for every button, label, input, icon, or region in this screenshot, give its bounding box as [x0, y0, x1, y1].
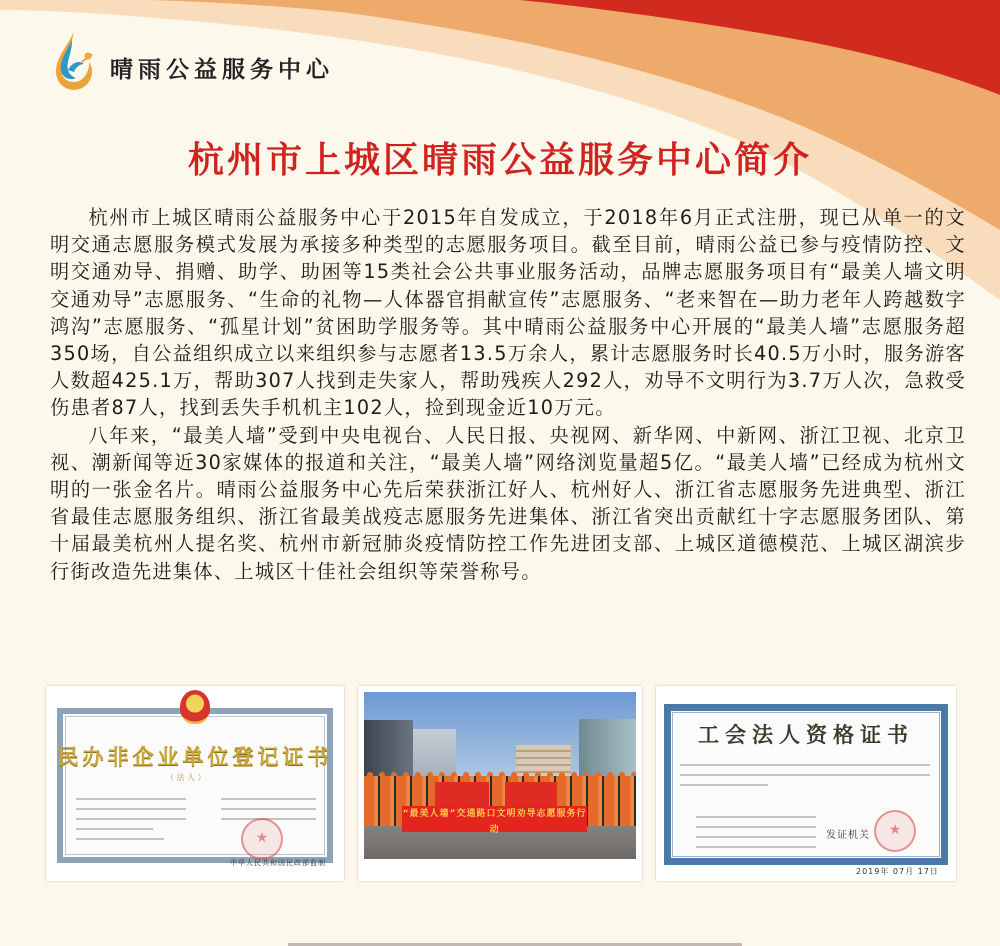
certificate-title: 工会法人资格证书 [698, 723, 914, 747]
registration-certificate-image [46, 686, 344, 881]
national-emblem-icon [180, 690, 210, 724]
certificate-subtitle: （ 法 人 ） [166, 773, 206, 782]
certificate-footer: 中华人民共和国民政部监制 [230, 859, 326, 867]
water-drop-figure-logo-icon [48, 30, 100, 96]
certificate-body-text [680, 764, 930, 794]
volunteer-group-photo [358, 686, 642, 881]
introduction-text [50, 204, 966, 585]
certificate-fields-left [76, 798, 186, 848]
certificate-fields [696, 816, 816, 856]
organization-name: 晴雨公益服务中心 [110, 55, 334, 83]
event-banner: “最美人墙”交通路口文明劝导志愿服务行动 [402, 806, 587, 832]
official-seal-icon [874, 810, 916, 852]
paragraph-honors: 八年来，“最美人墙”受到中央电视台、人民日报、央视网、新华网、中新网、浙江卫视、北京卫视、潮新闻等近30家媒体的报道和关注，“最美人墙”网络浏览量超5亿。“最美人墙”已经成为杭州文明的一张金名片。晴雨公益服务中心先后荣获浙江好人、杭州好人、浙江省志愿服务先进典型、浙江省最佳志愿服务组织、浙江省最美战疫志愿服务先进集体、浙江省突出贡献红十字志愿服务团队、第十届最美杭州人提名奖、杭州市新冠肺炎疫情防控工作先进团支部、上城区道德模范、上城区湖滨步行街改造先进集体、上城区十佳社会组织等荣誉称号。 [50, 423, 966, 583]
logo [48, 30, 334, 96]
union-legal-person-certificate-image [656, 686, 956, 881]
issue-date: 2019年 07月 17日 [856, 867, 939, 876]
image-gallery [0, 686, 1000, 886]
certificate-title: 民办非企业单位登记证书 [57, 745, 333, 769]
paragraph-founding: 杭州市上城区晴雨公益服务中心于2015年自发成立，于2018年6月正式注册，现已从单一的文明交通志愿服务模式发展为承接多种类型的志愿服务项目。截至目前，晴雨公益已参与疫情防控、文明交通劝导、捐赠、助学、助困等15类社会公共事业服务活动，品牌志愿服务项目有“最美人墙文明交通劝导”志愿服务、“生命的礼物—人体器官捐献宣传”志愿服务、“老来智在—助力老年人跨越数字鸿沟”志愿服务、“孤星计划”贫困助学服务等。其中晴雨公益服务中心开展的“最美人墙”志愿服务超350场，自公益组织成立以来组织参与志愿者13.5万余人，累计志愿服务时长40.5万小时，服务游客人数超425.1万，帮助307人找到走失家人，帮助残疾人292人，劝导不文明行为3.7万人次，急救受伤患者87人，找到丢失手机机主102人，捡到现金近10万元。 [50, 206, 966, 420]
official-seal-icon [241, 818, 283, 860]
page-title: 杭州市上城区晴雨公益服务中心简介 [187, 140, 812, 181]
issuer-label: 发证机关 [826, 830, 870, 841]
